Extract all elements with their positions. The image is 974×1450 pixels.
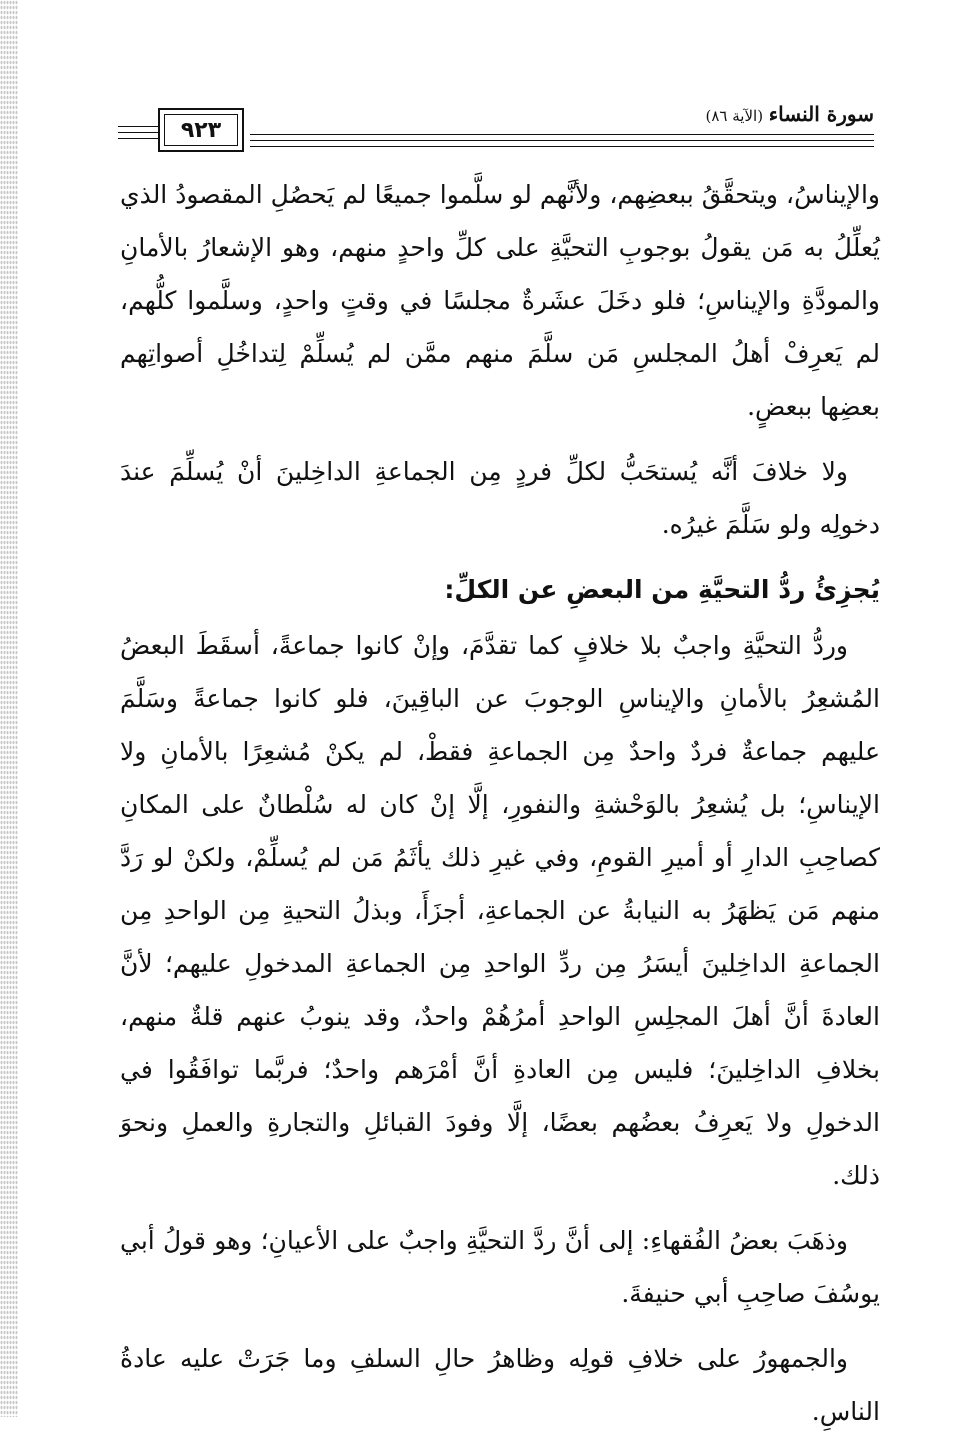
page-number: ٩٢٣ — [164, 114, 238, 146]
paragraph: ولا خلافَ أنَّه يُستحَبُّ لكلِّ فردٍ مِن الجماعةِ الداخِلينَ أنْ يُسلِّمَ عندَ دخولِه ولو سَلَّمَ غيرُه. — [120, 457, 880, 539]
section-heading: يُجزِئُ ردُّ التحيَّةِ من البعضِ عن الكلِّ: — [444, 575, 880, 604]
paragraph: وردُّ التحيَّةِ واجبٌ بلا خلافٍ كما تقدَّمَ، وإنْ كانوا جماعةً، أسقَطَ البعضُ المُشعِرُ بالأمانِ والإيناسِ الوجوبَ عن الباقِينَ، فلو كانوا جماعةً وسَلَّمَ عليهم جماعةٌ فردٌ واحدٌ مِن الجماعةِ فقطْ، لم يكنْ مُشعِرًا بالأمانِ ولا الإيناسِ؛ بل يُشعِرُ بالوَحْشةِ والنفورِ، إلَّا إنْ كان له سُلْطانٌ على المكانِ كصاحِبِ الدارِ أو أميرِ القومِ، وفي غيرِ ذلك يأثَمُ مَن لم يُسلِّمْ، ولكنْ لو رَدَّ منهم مَن يَظهَرُ به النيابةُ عن الجماعةِ، أجزَأَ، وبذلُ التحيةِ مِن الواحدِ مِن الجماعةِ الداخِلينَ أيسَرُ مِن ردِّ الواحدِ مِن الجماعةِ المدخولِ عليهم؛ لأنَّ العادةَ أنَّ أهلَ المجلِسِ الواحدِ أمرُهُمْ واحدٌ، وقد ينوبُ عنهم قلةٌ منهم، بخلافِ الداخِلينَ؛ فليس مِن العادةِ أنَّ أمْرَهم واحدٌ؛ فربَّما توافَقُوا في الدخولِ ولا يَعرِفُ بعضُهم بعضًا، إلَّا وفودَ القبائلِ والتجارةِ والعملِ ونحوَ ذلك. — [120, 631, 880, 1190]
header-rule — [118, 126, 158, 127]
header-rule — [250, 146, 874, 147]
header-rule — [118, 132, 158, 133]
body-text — [120, 168, 880, 1450]
paragraph: وذهَبَ بعضُ الفُقهاءِ: إلى أنَّ ردَّ التحيَّةِ واجبٌ على الأعيانِ؛ وهو قولُ أبي يوسُفَ صاحِبِ أبي حنيفةَ. — [120, 1226, 880, 1308]
scan-edge-speckle — [0, 0, 18, 1417]
header-rule — [250, 134, 874, 135]
page-header — [118, 100, 874, 158]
header-rule — [250, 140, 874, 141]
header-rule — [118, 138, 158, 139]
paragraph: والإيناسُ، ويتحقَّقُ ببعضِهم، ولأنَّهم لو سلَّموا جميعًا لم يَحصُلِ المقصودُ الذي يُعلِّلُ به مَن يقولُ بوجوبِ التحيَّةِ على كلِّ واحدٍ منهم، وهو الإشعارُ بالأمانِ والمودَّةِ والإيناسِ؛ فلو دخَلَ عشَرةٌ مجلسًا في وقتٍ واحدٍ، وسلَّموا كلُّهم، لم يَعرِفْ أهلُ المجلسِ مَن سلَّمَ منهم ممَّن لم يُسلِّمْ لِتداخُلِ أصواتِهم بعضِها ببعضٍ. — [120, 180, 880, 421]
paragraph: والجمهورُ على خلافِ قولِه وظاهرُ حالِ السلفِ وما جَرَتْ عليه عادةُ الناسِ. — [120, 1344, 880, 1426]
surah-title: سورة النساء — [768, 102, 874, 126]
ayah-reference: (الآية ٨٦) — [705, 107, 764, 125]
page-number-frame — [158, 108, 244, 152]
running-head — [696, 102, 875, 126]
